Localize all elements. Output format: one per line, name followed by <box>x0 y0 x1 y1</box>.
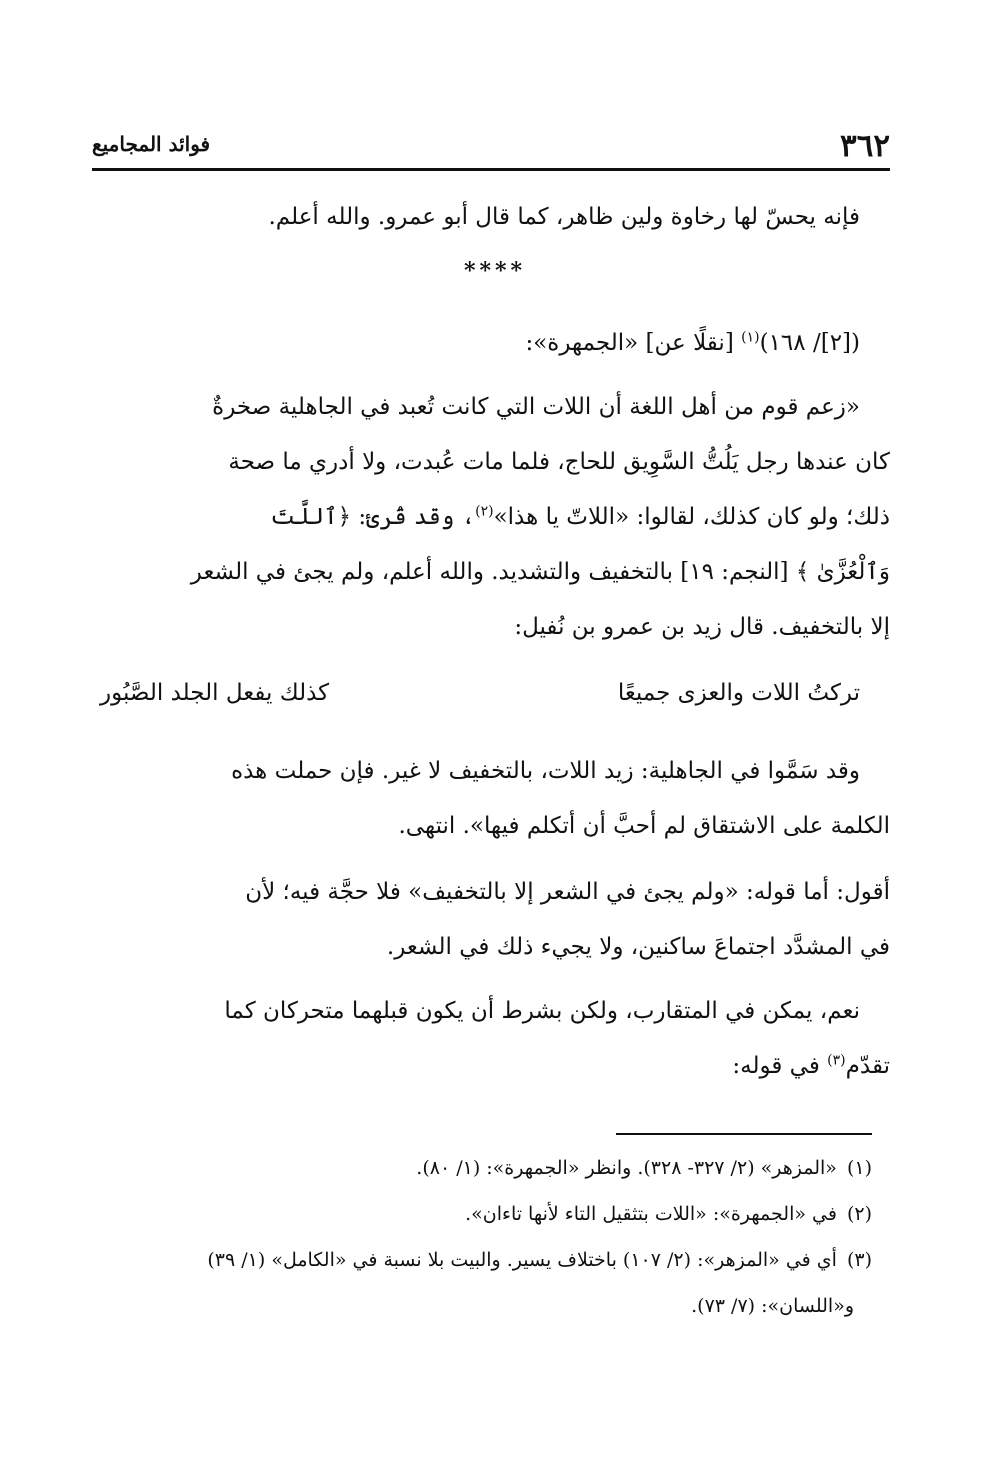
footnote-marker-3: (٣) <box>827 1052 846 1069</box>
footnote-text: و«اللسان»: (٧/ ٧٣). <box>691 1295 854 1317</box>
quote-line-3: ذلك؛ ولو كان كذلك، لقالوا: «اللاتّ يا هذا»$^{(٢)}$، وقد قُرئ: ﴿ٱللَّتَ <box>270 503 890 530</box>
footnote-1 <box>416 1148 872 1188</box>
header-rule <box>92 168 890 171</box>
footnote-2 <box>465 1194 872 1234</box>
quote-line-1: «زعم قوم من أهل اللغة أن اللات التي كانت تُعبد في الجاهلية صخرةٌ <box>212 394 860 420</box>
footnote-text: في «الجمهرة»: «اللات بتثقيل التاء لأنها تاءان». <box>465 1203 837 1225</box>
footnote-rule <box>616 1133 872 1135</box>
quote-line-5: إلا بالتخفيف. قال زيد بن عمرو بن نُفيل: <box>514 614 890 640</box>
quote-line-4: وَٱلْعُزَّىٰ ﴾ [النجم: ١٩] بالتخفيف والتشديد. والله أعلم، ولم يجئ في الشعر <box>190 559 890 585</box>
citation-ref: ([٢]/ ١٦٨) <box>759 330 860 356</box>
final-line-1: نعم، يمكن في المتقارب، ولكن بشرط أن يكون قبلهما متحركان كما <box>224 998 860 1024</box>
after-verse-line-1: وقد سَمَّوا في الجاهلية: زيد اللات، بالتخفيف لا غير. فإن حملت هذه <box>231 758 860 784</box>
footnote-text: أي في «المزهر»: (٢/ ١٠٧) باختلاف يسير. والبيت بلا نسبة في «الكامل» (١/ ٣٩) <box>207 1249 837 1271</box>
page-header <box>92 128 890 162</box>
footnote-marker-1: (١) <box>741 329 760 346</box>
footnote-number: (٣) <box>846 1249 872 1271</box>
intro-line: فإنه يحسّ لها رخاوة ولين ظاهر، كما قال أبو عمرو. والله أعلم. <box>268 204 860 230</box>
quote-line-2: كان عندها رجل يَلُتُّ السَّوِيق للحاج، فلما مات عُبدت، ولا أدري ما صحة <box>228 449 890 475</box>
running-title: فوائد المجاميع <box>92 132 211 156</box>
poetry-verse <box>100 680 860 730</box>
page-number: ٣٦٢ <box>840 128 890 164</box>
comment-line-1: أقول: أما قوله: «ولم يجئ في الشعر إلا بالتخفيف» فلا حجَّة فيه؛ لأن <box>245 879 890 905</box>
final-line-2: تقدّم$^{(٣)}$ في قوله: <box>732 1052 890 1079</box>
citation-line <box>525 316 860 371</box>
footnote-number: (١) <box>846 1157 872 1179</box>
footnote-text: «المزهر» (٢/ ٣٢٧- ٣٢٨). وانظر «الجمهرة»: (١/ ٨٠). <box>416 1157 837 1179</box>
footnote-number: (٢) <box>846 1203 872 1225</box>
verse-second-hemistich: كذلك يفعل الجلد الصَّبُور <box>100 680 330 706</box>
footnote-3 <box>207 1240 872 1280</box>
section-separator: **** <box>463 258 527 284</box>
comment-line-2: في المشدَّد اجتماعَ ساكنين، ولا يجيء ذلك في الشعر. <box>386 934 890 960</box>
footnote-marker-2: (٢) <box>475 503 494 520</box>
after-verse-line-2: الكلمة على الاشتقاق لم أحبَّ أن أتكلم فيها». انتهى. <box>398 813 890 839</box>
footnote-3-continuation <box>691 1286 854 1326</box>
citation-source: [نقلًا عن] «الجمهرة»: <box>525 330 742 356</box>
verse-first-hemistich: تركتُ اللات والعزى جميعًا <box>617 680 860 706</box>
